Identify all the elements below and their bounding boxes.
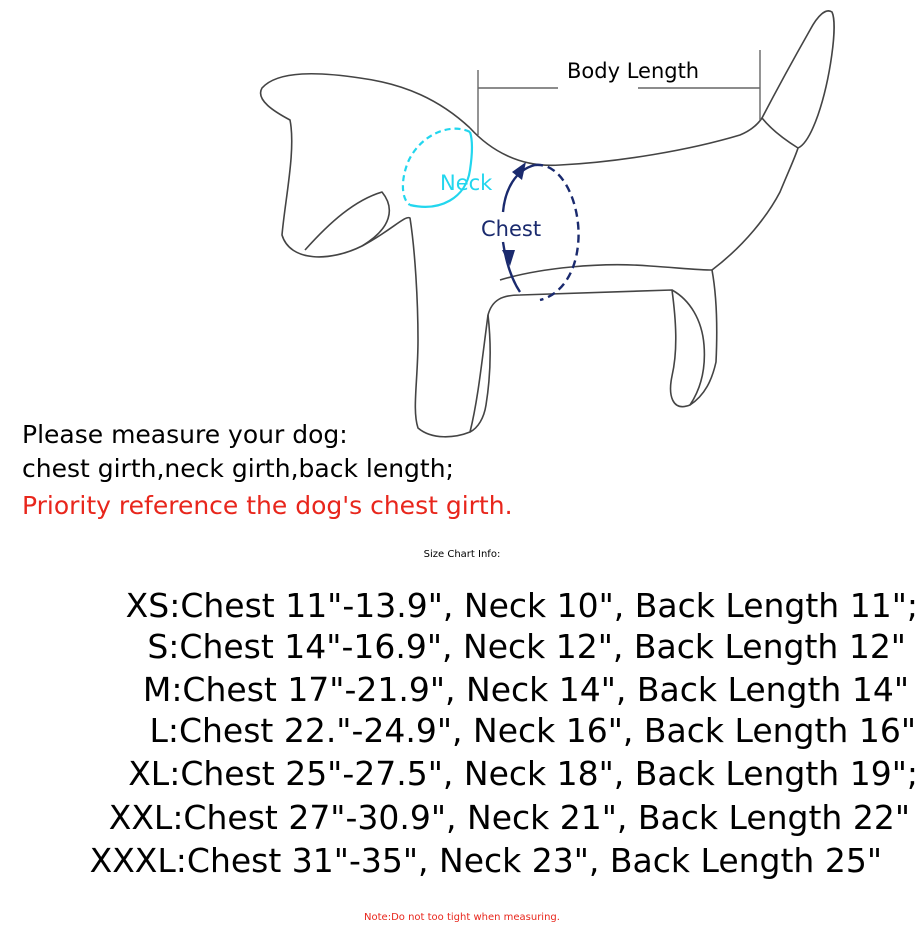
dog-outline xyxy=(261,11,834,437)
size-row-m: M:Chest 17"-21.9", Neck 14", Back Length 14" xyxy=(142,670,909,709)
chest-arrow-top xyxy=(512,162,526,180)
dog-measurement-diagram xyxy=(0,0,924,440)
priority-instruction: Priority reference the dog's chest girth. xyxy=(22,491,513,520)
size-row-xxxl: XXXL:Chest 31"-35", Neck 23", Back Length 25" xyxy=(89,841,882,880)
neck-girth-indicator xyxy=(403,129,472,207)
chest-label: Chest xyxy=(481,217,542,241)
size-row-l: L:Chest 22."-24.9", Neck 16", Back Length 16" xyxy=(149,711,916,750)
note-text: Note:Do not too tight when measuring. xyxy=(364,912,560,923)
size-row-xl: XL:Chest 25"-27.5", Neck 18", Back Length 19"; xyxy=(128,754,918,793)
body-length-label: Body Length xyxy=(567,59,700,83)
instruction-line-2: chest girth,neck girth,back length; xyxy=(22,454,454,483)
size-chart-title: Size Chart Info: xyxy=(423,549,501,560)
neck-label: Neck xyxy=(440,171,493,195)
size-row-xs: XS:Chest 11"-13.9", Neck 10", Back Length 11"; xyxy=(125,586,918,625)
instruction-line-1: Please measure your dog: xyxy=(22,420,348,449)
size-row-xxl: XXL:Chest 27"-30.9", Neck 21", Back Length 22" xyxy=(108,798,910,837)
size-row-s: S:Chest 14"-16.9", Neck 12", Back Length 12" xyxy=(147,627,906,666)
